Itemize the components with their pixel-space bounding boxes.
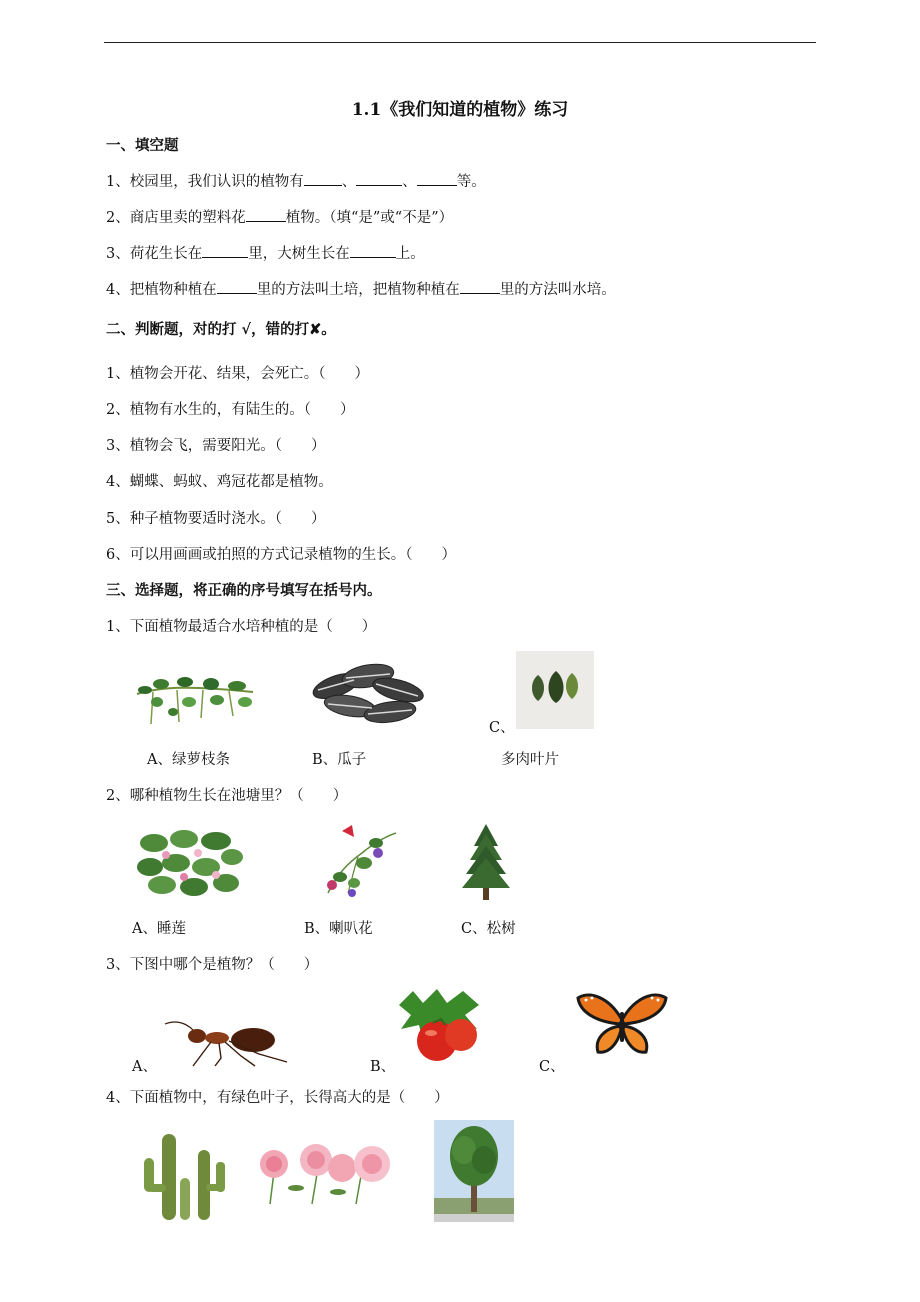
morning-glory-image bbox=[318, 823, 400, 899]
q3-pre: 3、荷花生长在 bbox=[106, 246, 203, 262]
choice-question-3: 3、下图中哪个是植物？（ ） bbox=[106, 957, 319, 973]
option-c-label: 多肉叶片 bbox=[501, 752, 559, 768]
answer-blank bbox=[460, 280, 500, 294]
choice-question-1: 1、下面植物最适合水培种植的是（ ） bbox=[106, 619, 377, 635]
option-b-label: B、喇叭花 bbox=[304, 921, 373, 937]
option-b-label: B、 bbox=[370, 1059, 396, 1075]
judge-item-3: 3、植物会飞，需要阳光。（ ） bbox=[106, 438, 326, 454]
fill-question-2 bbox=[106, 206, 453, 227]
option-c-label: C、 bbox=[539, 1059, 565, 1075]
answer-blank bbox=[246, 208, 286, 222]
cactus-image bbox=[136, 1128, 230, 1222]
tall-tree-image bbox=[434, 1120, 514, 1222]
section2-heading: 二、判断题，对的打 √，错的打✘。 bbox=[106, 321, 336, 338]
fill-question-3 bbox=[106, 242, 425, 263]
sunflower-seeds-image bbox=[306, 656, 434, 728]
water-lily-image bbox=[136, 827, 244, 897]
answer-blank bbox=[202, 244, 248, 258]
answer-blank bbox=[356, 172, 402, 186]
option-b-label: B、瓜子 bbox=[312, 752, 367, 768]
judge-item-5: 5、种子植物要适时浇水。（ ） bbox=[106, 511, 326, 527]
q2-post: 植物。（填“是”或“不是”） bbox=[285, 210, 454, 226]
option-c-prefix: C、 bbox=[489, 720, 515, 736]
q4-post: 里的方法叫水培。 bbox=[499, 282, 616, 298]
q3-mid: 里，大树生长在 bbox=[248, 246, 350, 262]
answer-blank bbox=[417, 172, 457, 186]
answer-blank bbox=[350, 244, 396, 258]
carnation-image bbox=[252, 1142, 396, 1206]
option-a-label: A、 bbox=[132, 1059, 157, 1075]
fill-question-4 bbox=[106, 278, 616, 299]
judge-item-6: 6、可以用画画或拍照的方式记录植物的生长。（ ） bbox=[106, 547, 456, 563]
option-a-label: A、睡莲 bbox=[132, 921, 186, 937]
pothos-cutting-image bbox=[133, 672, 257, 730]
q1-post: 等。 bbox=[456, 174, 486, 190]
q1-sep1: 、 bbox=[341, 174, 357, 190]
q3-post: 上。 bbox=[395, 246, 425, 262]
section3-heading: 三、选择题，将正确的序号填写在括号内。 bbox=[106, 582, 382, 599]
header-rule bbox=[104, 42, 816, 43]
ant-image bbox=[163, 1016, 291, 1068]
judge-item-1: 1、植物会开花、结果，会死亡。（ ） bbox=[106, 366, 369, 382]
q4-pre: 4、把植物种植在 bbox=[106, 282, 217, 298]
judge-item-2: 2、植物有水生的，有陆生的。（ ） bbox=[106, 402, 355, 418]
q2-pre: 2、商店里卖的塑料花 bbox=[106, 210, 246, 226]
q1-sep2: 、 bbox=[402, 174, 417, 190]
section1-heading: 一、填空题 bbox=[106, 137, 179, 154]
answer-blank bbox=[217, 280, 257, 294]
judge-item-4: 4、蝴蝶、蚂蚁、鸡冠花都是植物。 bbox=[106, 474, 333, 490]
choice-question-2: 2、哪种植物生长在池塘里？（ ） bbox=[106, 788, 348, 804]
succulent-leaves-image bbox=[516, 651, 594, 729]
pine-tree-image bbox=[456, 822, 516, 902]
butterfly-image bbox=[576, 990, 668, 1058]
q4-mid: 里的方法叫土培，把植物种植在 bbox=[256, 282, 460, 298]
fill-question-1 bbox=[106, 170, 486, 191]
answer-blank bbox=[304, 172, 342, 186]
option-c-label: C、松树 bbox=[461, 921, 516, 937]
choice-question-4: 4、下面植物中，有绿色叶子，长得高大的是（ ） bbox=[106, 1090, 449, 1106]
tomato-image bbox=[393, 985, 489, 1069]
page-title: 1.1《我们知道的植物》练习 bbox=[351, 100, 569, 120]
option-a-label: A、绿萝枝条 bbox=[147, 752, 230, 768]
q1-pre: 1、校园里，我们认识的植物有 bbox=[106, 174, 304, 190]
